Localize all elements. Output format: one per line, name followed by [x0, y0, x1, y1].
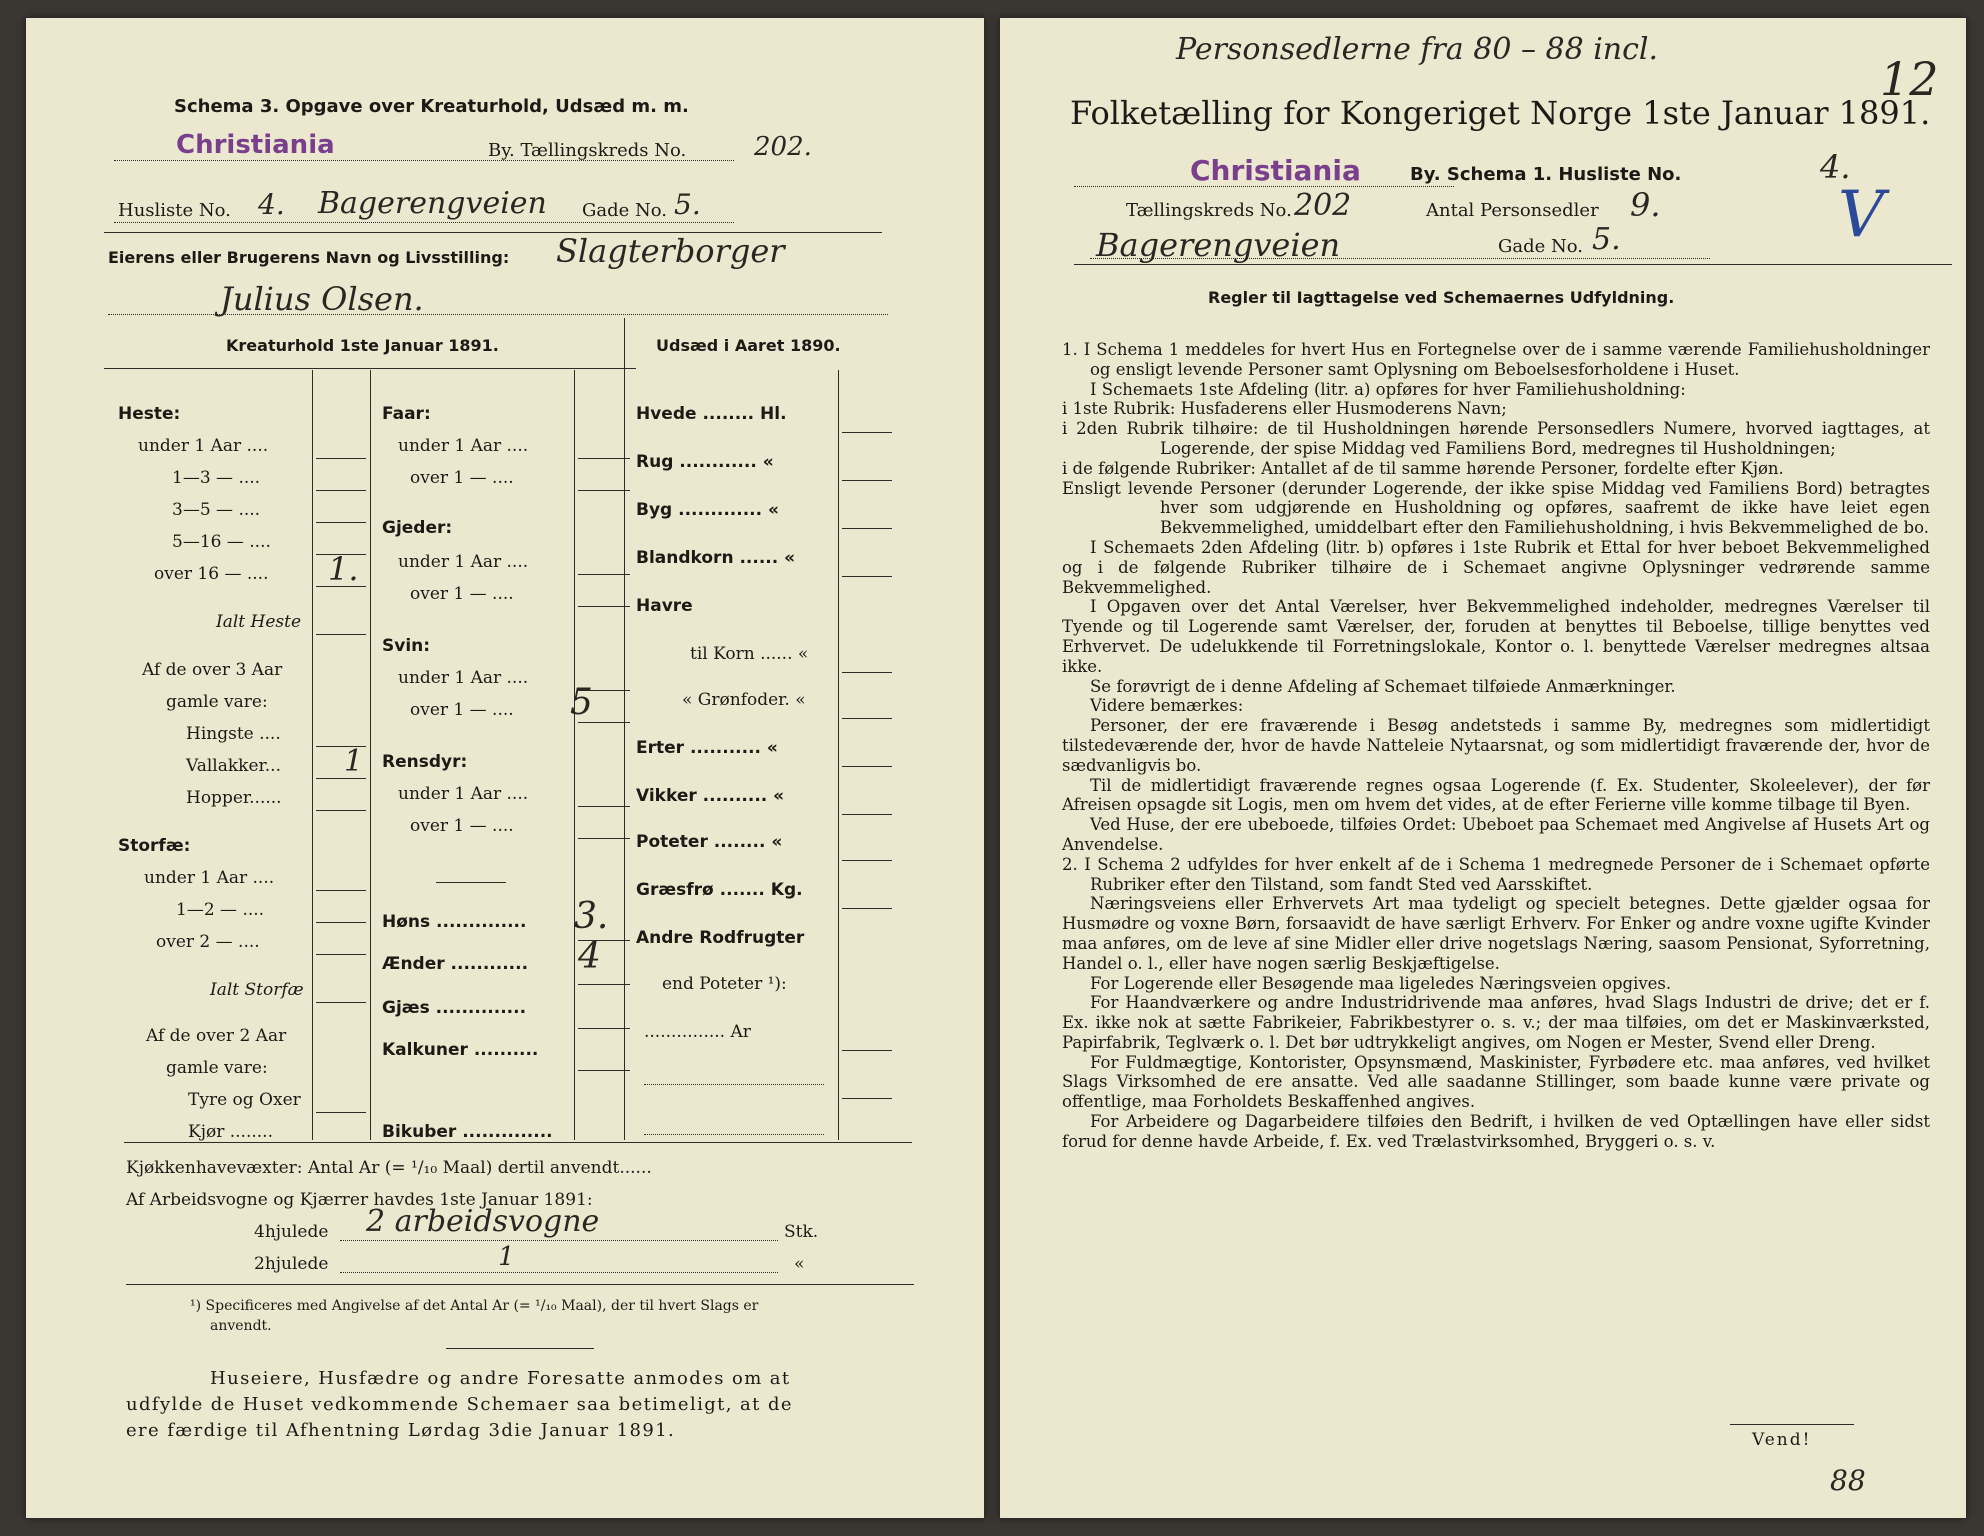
rules-text: [1062, 340, 1930, 1152]
ialt-storfae: Ialt Storfæ: [210, 980, 304, 1000]
rule-13: Ved Huse, der ere ubeboede, tilføies Ordet: Ubeboet paa Schemaet med Angivelse af Husets Art og Anvendelse.: [1062, 815, 1930, 854]
kreaturhold-header: Kreaturhold 1ste Januar 1891.: [226, 336, 499, 355]
storfae-gamle: gamle vare:: [166, 1058, 268, 1078]
heste-af-over: Af de over 3 Aar: [142, 660, 283, 680]
street-left: Bagerengveien: [318, 186, 547, 221]
notice-line-3: ere færdige til Afhentning Lørdag 3die Januar 1891.: [126, 1420, 676, 1441]
schema1-label: By. Schema 1. Husliste No.: [1410, 164, 1682, 185]
heste-label: Heste:: [118, 404, 181, 424]
storfae-af-over: Af de over 2 Aar: [146, 1026, 287, 1046]
husliste-no-right: 4.: [1820, 148, 1851, 186]
fire-hjulede-value: 2 arbeidsvogne: [366, 1204, 600, 1239]
rule-9: Se forøvrigt de i denne Afdeling af Schemaet tilføiede Anmærkninger.: [1090, 676, 1676, 696]
fire-hjulede-label: 4hjulede: [254, 1222, 329, 1242]
aender-label: Ænder ............: [382, 954, 529, 974]
rule-16: For Logerende eller Besøgende maa ligeledes Næringsveien opgives.: [1090, 973, 1672, 993]
rule-4: i 2den Rubrik tilhøire: de til Husholdningen hørende Personsedlers Numere, hvorved iagttages, at Logerende, der spise Middag ved Familiens Bord, medregnes til Husholdningen;: [1062, 419, 1930, 458]
kreds-label-right: Tællingskreds No.: [1126, 200, 1292, 221]
folketaelling-title: Folketælling for Kongeriget Norge 1ste Januar 1891.: [1070, 94, 1931, 132]
heste-row-4: 5—16 — ....: [172, 532, 271, 552]
hingste: Hingste ....: [186, 724, 281, 744]
rule-6: Ensligt levende Personer (derunder Logerende, der ikke spise Middag ved Familiens Bord) betragtes hver som udgjørende en Husholdning og opføres, saafremt de ikke have leiet egen Bekvemmelighed, umiddelbart efter den Familiehusholdning, i hvis Bekvemmelighed de bo.: [1062, 478, 1930, 538]
aender-value: 4: [578, 936, 601, 977]
gjeder-label: Gjeder:: [382, 518, 453, 538]
gade-label-left: Gade No.: [582, 200, 667, 221]
svin-row-1: under 1 Aar ....: [398, 668, 529, 688]
ialt-heste: Ialt Heste: [216, 612, 302, 632]
udsaed-3: Byg ............. «: [636, 500, 779, 520]
rules-title: Regler til Iagttagelse ved Schemaernes Udfyldning.: [1208, 288, 1675, 307]
heste-row-2: 1—3 — ....: [172, 468, 261, 488]
by-kreds-label: By. Tællingskreds No.: [488, 140, 687, 161]
heste-over16-value: 1.: [328, 550, 359, 588]
rule-8: I Opgaven over det Antal Værelser, hver Bekvemmelighed indeholder, medregnes Værelser til Tyende og til Logerende samt Værelser, der, foruden at benyttes til Beboelse, tillige benyttes ved Erhvervet. De udelukkende til Forretningslokale, Kontor o. l. benyttede Værelser medregnes altsaa ikke.: [1062, 597, 1930, 676]
rensdyr-label: Rensdyr:: [382, 752, 468, 772]
hopper: Hopper......: [186, 788, 282, 808]
faar-label: Faar:: [382, 404, 431, 424]
personsedler-note: Personsedlerne fra 80 – 88 incl.: [1176, 32, 1659, 67]
husliste-no-left: 4.: [258, 188, 285, 221]
svin-label: Svin:: [382, 636, 431, 656]
rule-18: For Fuldmægtige, Kontorister, Opsynsmænd, Maskinister, Fyrbødere etc. maa anføres, ved hvilket Slags Virksomhed de ere ansatte. Ved alle saadanne Stillinger, som baade kunne være private og offentlige, maa Forholdets Beskaffenhed angives.: [1062, 1052, 1930, 1112]
hons-label: Høns ..............: [382, 912, 527, 932]
christiania-stamp-left: Christiania: [176, 130, 335, 160]
kreds-no-right: 202: [1294, 188, 1352, 223]
vallakker: Vallakker...: [186, 756, 281, 776]
udsaed-11: Græsfrø ....... Kg.: [636, 880, 803, 900]
owner-occupation: Slagterborger: [556, 232, 785, 270]
owner-name: Julius Olsen.: [220, 280, 424, 318]
schema3-title: Schema 3. Opgave over Kreaturhold, Udsæd m. m.: [174, 96, 689, 117]
gjeder-row-1: under 1 Aar ....: [398, 552, 529, 572]
gjeder-row-2: over 1 — ....: [410, 584, 514, 604]
stk-label: Stk.: [784, 1222, 819, 1242]
storfae-row-3: over 2 — ....: [156, 932, 260, 952]
kalkuner-label: Kalkuner ..........: [382, 1040, 539, 1060]
udsaed-7: « Grønfoder. «: [682, 690, 806, 710]
tyre-oxer: Tyre og Oxer: [188, 1090, 301, 1110]
udsaed-2: Rug ............ «: [636, 452, 774, 472]
udsaed-14: ............... Ar: [644, 1022, 751, 1042]
rule-3: i 1ste Rubrik: Husfaderens eller Husmoderens Navn;: [1062, 399, 1507, 419]
heste-row-3: 3—5 — ....: [172, 500, 261, 520]
vallakker-value: 1: [344, 744, 364, 779]
gade-no-left: 5.: [674, 188, 701, 221]
gade-label-right: Gade No.: [1498, 236, 1583, 257]
storfae-row-1: under 1 Aar ....: [144, 868, 275, 888]
rule-2: I Schemaets 1ste Afdeling (litr. a) opføres for hver Familiehusholdning:: [1090, 379, 1686, 399]
udsaed-8: Erter ........... «: [636, 738, 778, 758]
rule-15: Næringsveiens eller Erhvervets Art maa tydeligt og specielt betegnes. Dette gjælder ogsaa for Husmødre og voxne Børn, forsaavidt de have særligt Erhverv. For Enker og andre voxne ugifte Kvinder maa anføres, om de leve af sine Midler eller drive nogetslags Næring, saasom Pensionat, Syforretning, Handel o. l., eller have nogen særlig Beskjæftigelse.: [1062, 894, 1930, 973]
hons-value: 3.: [574, 896, 609, 937]
faar-row-1: under 1 Aar ....: [398, 436, 529, 456]
left-page: [26, 18, 984, 1518]
rule-12: Til de midlertidigt fraværende regnes ogsaa Logerende (f. Ex. Studenter, Skoleelever), der før Afreisen opsagde sit Logis, men om hvem det vides, at de efter Ferierne ville komme tilbage til Byen.: [1062, 775, 1930, 815]
rensdyr-row-1: under 1 Aar ....: [398, 784, 529, 804]
faar-row-2: over 1 — ....: [410, 468, 514, 488]
owner-label: Eierens eller Brugerens Navn og Livsstilling:: [108, 248, 510, 267]
kreds-no-left: 202.: [754, 132, 812, 162]
notice-line-2: udfylde de Huset vedkommende Schemaer saa betimeligt, at de: [126, 1394, 793, 1415]
christiania-stamp-right: Christiania: [1190, 154, 1361, 187]
to-hjulede-value: 1: [498, 1242, 515, 1272]
rule-19: For Arbeidere og Dagarbeidere tilføies den Bedrift, i hvilken de ved Optællingen have eller sidst forud for denne havde Arbeide, f. Ex. ved Trælastvirksomhed, Bryggeri o. s. v.: [1062, 1112, 1930, 1151]
udsaed-10: Poteter ........ «: [636, 832, 783, 852]
arbeidsvogne-label: Af Arbeidsvogne og Kjærrer havdes 1ste Januar 1891:: [126, 1190, 593, 1210]
to-hjulede-unit: «: [794, 1254, 805, 1274]
heste-gamle: gamle vare:: [166, 692, 268, 712]
heste-row-5: over 16 — ....: [154, 564, 269, 584]
to-hjulede-label: 2hjulede: [254, 1254, 329, 1274]
udsaed-5: Havre: [636, 596, 693, 616]
notice-line-1: Huseiere, Husfædre og andre Foresatte anmodes om at: [210, 1368, 791, 1389]
kjor: Kjør ........: [188, 1122, 273, 1142]
udsaed-9: Vikker .......... «: [636, 786, 785, 806]
storfae-row-2: 1—2 — ....: [176, 900, 265, 920]
footnote-1: ¹) Specificeres med Angivelse af det Antal Ar (= ¹/₁₀ Maal), der til hvert Slags er: [190, 1298, 759, 1314]
kjokkenhave: Kjøkkenhavevæxter: Antal Ar (= ¹/₁₀ Maal) dertil anvendt......: [126, 1158, 652, 1178]
page-number: 88: [1830, 1464, 1866, 1497]
udsaed-13: end Poteter ¹):: [662, 974, 787, 994]
check-mark-icon: V: [1838, 178, 1885, 252]
rule-7: I Schemaets 2den Afdeling (litr. b) opføres i 1ste Rubrik et Ettal for hver beboet Bekvemmelighed og i de følgende Rubriker tilhøire de i Schemaet angivne Oplysninger vedrørende samme Bekvemmelighed.: [1062, 537, 1930, 597]
rule-14: 2. I Schema 2 udfyldes for hver enkelt af de i Schema 1 medregnede Personer de i Schemaet opførte Rubriker efter den Tilstand, som fandt Sted ved Aarsskiftet.: [1062, 854, 1930, 894]
right-page: [1000, 18, 1966, 1518]
bikuber-label: Bikuber ..............: [382, 1122, 553, 1142]
rule-10: Videre bemærkes:: [1090, 696, 1244, 716]
udsaed-6: til Korn ...... «: [690, 644, 809, 664]
udsaed-header: Udsæd i Aaret 1890.: [656, 336, 841, 355]
rule-11: Personer, der ere fraværende i Besøg andetsteds i samme By, medregnes som midlertidigt tilstedeværende der, hvor de havde Natteleie Nytaarsnat, og som midlertidigt fraværende der, hvor de sædvanligvis bo.: [1062, 716, 1930, 775]
rule-1: 1. I Schema 1 meddeles for hvert Hus en Fortegnelse over de i samme værende Familiehusholdninger og ensligt levende Personer samt Oplysning om Beboelsesforholdene i Huset.: [1062, 340, 1930, 379]
gjaes-label: Gjæs ..............: [382, 998, 527, 1018]
vend-label: Vend!: [1752, 1430, 1812, 1450]
svin-over1-value: 5: [570, 682, 593, 723]
husliste-label-left: Husliste No.: [118, 200, 231, 221]
rule-5: i de følgende Rubriker: Antallet af de til samme hørende Personer, fordelte efter Kjøn.: [1062, 458, 1784, 478]
storfae-label: Storfæ:: [118, 836, 191, 856]
rule-17: For Haandværkere og andre Industridrivende maa anføres, hvad Slags Industri de drive; det er f. Ex. ikke nok at sætte Fabrikeier, Fabrikbestyrer o. s. v.; der maa tilføies, om det er Maskinværksted, Papirfabrik, Teglværk o. l. Det bør udtrykkeligt angives, om Nogen er Mester, Svend eller Dreng.: [1062, 993, 1930, 1052]
street-right: Bagerengveien: [1096, 226, 1341, 264]
antal-no: 9.: [1630, 186, 1661, 224]
rensdyr-row-2: over 1 — ....: [410, 816, 514, 836]
udsaed-1: Hvede ........ Hl.: [636, 404, 787, 424]
antal-label: Antal Personsedler: [1426, 200, 1599, 221]
udsaed-4: Blandkorn ...... «: [636, 548, 796, 568]
footnote-2: anvendt.: [210, 1318, 272, 1334]
corner-number: 12: [1880, 52, 1939, 106]
heste-row-1: under 1 Aar ....: [138, 436, 269, 456]
gade-no-right: 5.: [1592, 222, 1621, 257]
svin-row-2: over 1 — ....: [410, 700, 514, 720]
udsaed-12: Andre Rodfrugter: [636, 928, 805, 948]
